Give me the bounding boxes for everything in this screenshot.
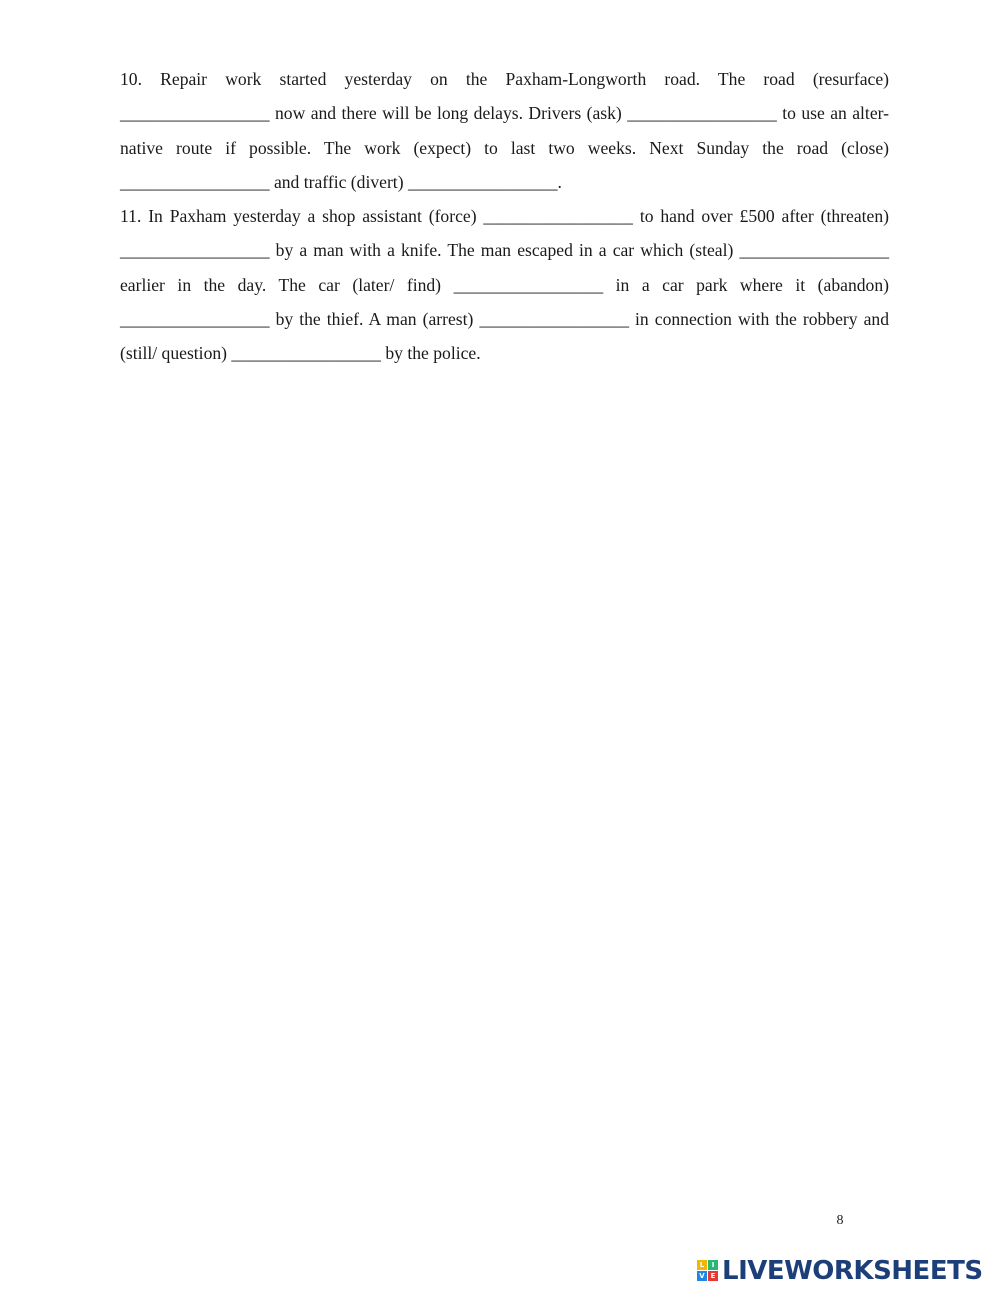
exercise-11-text-5: in a car park where it (abandon)	[603, 274, 889, 295]
answer-blank[interactable]: _________________	[627, 103, 777, 124]
liveworksheets-logo-icon	[697, 1260, 719, 1282]
answer-blank[interactable]: _________________	[231, 343, 381, 364]
exercise-10-text-1: 10. Repair work started yesterday on the Paxham-Longworth road. The road (resurface)	[120, 69, 889, 89]
answer-blank[interactable]: _________________	[479, 309, 629, 330]
logo-square-l: L	[697, 1260, 707, 1270]
answer-blank[interactable]: _________________	[120, 103, 270, 124]
logo-square-e: E	[708, 1271, 718, 1281]
exercise-11	[120, 199, 889, 370]
answer-blank[interactable]: _________________	[120, 171, 270, 192]
answer-blank[interactable]: _________________	[739, 240, 889, 261]
exercise-11-text-1: 11. In Paxham yesterday a shop assistant (force)	[120, 206, 484, 227]
exercise-10-text-4: and traffic (divert)	[269, 171, 408, 192]
exercise-10-text-2: now and there will be long delays. Drivers (ask)	[269, 103, 628, 124]
exercise-11-text-6: by the thief. A man (arrest)	[269, 309, 480, 330]
brand-name: LIVEWORKSHEETS	[722, 1256, 983, 1286]
answer-blank[interactable]: _________________	[407, 171, 558, 192]
exercise-10	[120, 62, 889, 199]
logo-square-v: V	[697, 1271, 707, 1281]
exercise-10-text-5: .	[557, 171, 562, 192]
exercise-11-text-8: by the police.	[380, 343, 481, 364]
exercise-11-text-7: in connection with the robbery and (still/ question)	[120, 309, 890, 364]
logo-square-i: I	[708, 1260, 718, 1270]
page-number: 8	[836, 1213, 844, 1228]
exercise-text	[120, 62, 889, 371]
exercise-11-text-3: by a man with a knife. The man escaped in a car which (steal)	[269, 240, 740, 261]
exercise-11-text-4: earlier in the day. The car (later/ find)	[120, 274, 454, 295]
answer-blank[interactable]: _________________	[453, 274, 604, 295]
answer-blank[interactable]: _________________	[120, 240, 270, 261]
answer-blank[interactable]: _________________	[120, 309, 270, 330]
answer-blank[interactable]: _________________	[483, 206, 633, 227]
liveworksheets-brand[interactable]	[697, 1255, 983, 1287]
exercise-10-text-3: to use an alter-native route if possible. The work (expect) to last two weeks. Next Sunday the road (close)	[120, 103, 889, 158]
exercise-11-text-2: to hand over £500 after (threaten)	[632, 206, 890, 227]
